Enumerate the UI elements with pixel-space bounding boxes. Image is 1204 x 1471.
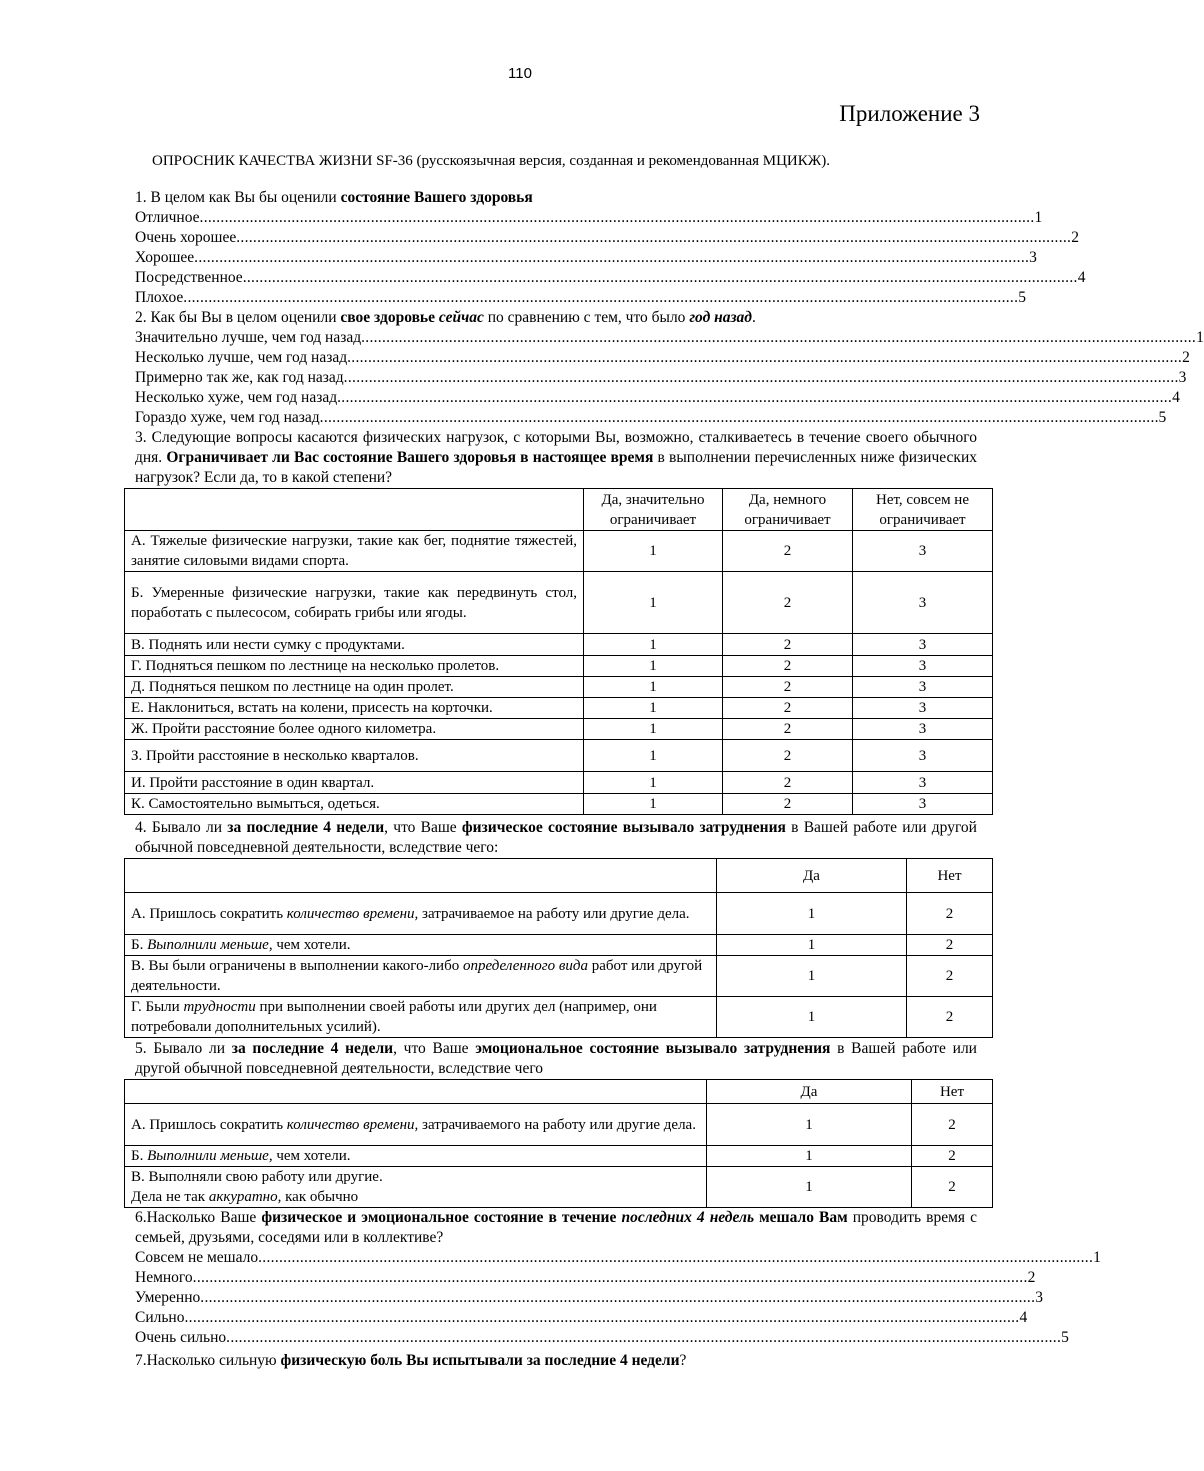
dot-leader: ........................................................................................................................................................................................................	[347, 349, 1183, 366]
activity-label: Д. Подняться пешком по лестнице на один пролет.	[125, 677, 584, 698]
table-header-row	[125, 859, 993, 893]
option-number: 3	[1178, 369, 1187, 386]
activity-label: Г. Подняться пешком по лестнице на несколько пролетов.	[125, 656, 584, 677]
question-4-table	[124, 858, 993, 1038]
answer-code: 3	[853, 698, 993, 719]
option-number: 3	[1029, 249, 1037, 266]
question-1	[135, 188, 1086, 308]
answer-code: 3	[853, 656, 993, 677]
answer-code: 2	[723, 656, 853, 677]
table-row	[125, 794, 993, 815]
answer-code: 1	[584, 634, 723, 656]
page-number: 110	[508, 65, 532, 82]
answer-code: 3	[853, 634, 993, 656]
table-row	[125, 740, 993, 772]
answer-code: 2	[723, 719, 853, 740]
answer-code: 2	[907, 997, 993, 1038]
answer-option	[135, 288, 1027, 308]
answer-code: 2	[907, 935, 993, 956]
dot-leader: ........................................................................................................................................................................................................	[343, 369, 1179, 386]
header-cell: Нет	[912, 1080, 993, 1104]
header-cell: Да	[707, 1080, 912, 1104]
answer-code: 2	[723, 634, 853, 656]
option-label: Совсем не мешало	[135, 1249, 259, 1266]
header-empty-cell	[125, 489, 584, 531]
table-row	[125, 772, 993, 794]
activity-label: Б. Умеренные физические нагрузки, такие как передвинуть стол, поработать с пылесосом, собирать грибы или ягоды.	[125, 572, 584, 634]
option-label: Отличное	[135, 209, 200, 226]
header-cell: Нет, совсем не ограничивает	[853, 489, 993, 531]
table-row	[125, 1104, 993, 1146]
answer-option	[135, 1308, 1028, 1328]
answer-code: 3	[853, 531, 993, 572]
answer-code: 1	[584, 677, 723, 698]
question-2-text: 2. Как бы Вы в целом оценили свое здоровье сейчас по сравнению с тем, что было год назад.	[135, 309, 756, 326]
option-number: 5	[1018, 289, 1027, 306]
question-2-options	[135, 328, 1204, 428]
item-label: В. Вы были ограничены в выполнении какого-либо определенного вида работ или другой деятельности.	[125, 956, 717, 997]
item-label: Б. Выполнили меньше, чем хотели.	[125, 935, 717, 956]
answer-code: 2	[723, 698, 853, 719]
answer-code: 1	[584, 698, 723, 719]
option-number: 1	[1093, 1249, 1101, 1266]
dot-leader: ........................................................................................................................................................................................................	[194, 249, 1030, 266]
dot-leader: ........................................................................................................................................................................................................	[192, 1269, 1028, 1286]
activity-label: А. Тяжелые физические нагрузки, такие как бег, поднятие тяжестей, занятие силовыми видами спорта.	[125, 531, 584, 572]
option-label: Очень сильно	[135, 1329, 227, 1346]
table-header-row	[125, 1080, 993, 1104]
document-title: ОПРОСНИК КАЧЕСТВА ЖИЗНИ SF-36 (русскоязычная версия, созданная и рекомендованная МЦИКЖ).	[152, 153, 830, 169]
table-row	[125, 572, 993, 634]
answer-code: 1	[584, 719, 723, 740]
option-label: Очень хорошее	[135, 229, 237, 246]
dot-leader: ........................................................................................................................................................................................................	[242, 269, 1078, 286]
question-3-text: 3. Следующие вопросы касаются физических нагрузок, с которыми Вы, возможно, сталкиваетесь в течение своего обычного дня. Ограничивает ли Вас состояние Вашего здоровья в настоящее время в выполнении перечисленных ниже физических нагрузок? Если да, то в какой степени?	[135, 429, 977, 486]
answer-option	[135, 228, 1079, 248]
header-cell: Да	[717, 859, 907, 893]
item-label: А. Пришлось сократить количество времени, затрачиваемого на работу или другие дела.	[125, 1104, 707, 1146]
answer-code: 2	[723, 794, 853, 815]
answer-option	[135, 268, 1086, 288]
answer-option	[135, 1268, 1036, 1288]
answer-code: 1	[717, 893, 907, 935]
answer-code: 2	[723, 572, 853, 634]
activity-label: Е. Наклониться, встать на колени, присесть на корточки.	[125, 698, 584, 719]
question-6	[135, 1248, 1101, 1348]
header-cell: Нет	[907, 859, 993, 893]
answer-option	[135, 368, 1187, 388]
option-label: Плохое	[135, 289, 184, 306]
answer-code: 1	[584, 794, 723, 815]
option-label: Посредственное	[135, 269, 243, 286]
option-label: Несколько лучше, чем год назад	[135, 349, 348, 366]
answer-code: 1	[584, 740, 723, 772]
question-2	[135, 308, 1204, 428]
answer-code: 2	[912, 1146, 993, 1167]
answer-option	[135, 248, 1037, 268]
answer-code: 2	[912, 1104, 993, 1146]
table-row	[125, 677, 993, 698]
answer-code: 1	[707, 1167, 912, 1208]
answer-code: 2	[907, 956, 993, 997]
table-row	[125, 1167, 993, 1208]
dot-leader: ........................................................................................................................................................................................................	[183, 289, 1019, 306]
answer-code: 1	[707, 1104, 912, 1146]
answer-option	[135, 208, 1043, 228]
option-number: 4	[1077, 269, 1086, 286]
activity-label: И. Пройти расстояние в один квартал.	[125, 772, 584, 794]
table-row	[125, 893, 993, 935]
option-number: 4	[1019, 1309, 1028, 1326]
answer-code: 1	[707, 1146, 912, 1167]
option-number: 1	[1196, 329, 1204, 346]
table-row	[125, 997, 993, 1038]
option-label: Примерно так же, как год назад	[135, 369, 344, 386]
table-row	[125, 956, 993, 997]
option-number: 2	[1071, 229, 1079, 246]
option-number: 5	[1061, 1329, 1069, 1346]
answer-code: 3	[853, 794, 993, 815]
header-empty-cell	[125, 859, 717, 893]
answer-option	[135, 1288, 1044, 1308]
header-cell: Да, немного ограничивает	[723, 489, 853, 531]
answer-option	[135, 1248, 1101, 1268]
table-row	[125, 656, 993, 677]
answer-code: 2	[723, 531, 853, 572]
header-empty-cell	[125, 1080, 707, 1104]
item-label: Г. Были трудности при выполнении своей работы или других дел (например, они потребовали дополнительных усилий).	[125, 997, 717, 1038]
answer-code: 1	[584, 656, 723, 677]
answer-code: 2	[907, 893, 993, 935]
answer-code: 1	[584, 772, 723, 794]
answer-code: 1	[584, 572, 723, 634]
question-1-options	[135, 208, 1086, 308]
dot-leader: ........................................................................................................................................................................................................	[199, 209, 1035, 226]
table-row	[125, 719, 993, 740]
dot-leader: ........................................................................................................................................................................................................	[200, 1289, 1036, 1306]
answer-code: 3	[853, 772, 993, 794]
question-1-text: 1. В целом как Вы бы оценили состояние Вашего здоровья	[135, 189, 533, 206]
activity-label: В. Поднять или нести сумку с продуктами.	[125, 634, 584, 656]
answer-code: 3	[853, 572, 993, 634]
answer-option	[135, 388, 1180, 408]
option-label: Значительно лучше, чем год назад	[135, 329, 362, 346]
option-label: Немного	[135, 1269, 193, 1286]
answer-code: 1	[717, 997, 907, 1038]
table-row	[125, 935, 993, 956]
dot-leader: ........................................................................................................................................................................................................	[236, 229, 1072, 246]
answer-code: 1	[717, 935, 907, 956]
answer-code: 3	[853, 719, 993, 740]
option-label: Гораздо хуже, чем год назад	[135, 409, 320, 426]
item-label: А. Пришлось сократить количество времени, затрачиваемое на работу или другие дела.	[125, 893, 717, 935]
activity-label: К. Самостоятельно вымыться, одеться.	[125, 794, 584, 815]
answer-code: 2	[723, 772, 853, 794]
option-number: .5	[1154, 409, 1167, 426]
table-row	[125, 634, 993, 656]
answer-code: 3	[853, 677, 993, 698]
dot-leader: ........................................................................................................................................................................................................	[319, 409, 1155, 426]
answer-option	[135, 408, 1167, 428]
table-row	[125, 698, 993, 719]
answer-code: 2	[912, 1167, 993, 1208]
option-label: Сильно	[135, 1309, 185, 1326]
header-cell: Да, значительно ограничивает	[584, 489, 723, 531]
answer-option	[135, 1328, 1069, 1348]
dot-leader: ........................................................................................................................................................................................................	[361, 329, 1197, 346]
item-label: Б. Выполнили меньше, чем хотели.	[125, 1146, 707, 1167]
table-row	[125, 531, 993, 572]
answer-code: 3	[853, 740, 993, 772]
question-5-text: 5. Бывало ли за последние 4 недели, что Ваше эмоциональное состояние вызывало затруднения в Вашей работе или другой обычной повседневной деятельности, вследствие чего	[135, 1040, 977, 1077]
dot-leader: ........................................................................................................................................................................................................	[226, 1329, 1062, 1346]
question-4-text: 4. Бывало ли за последние 4 недели, что Ваше физическое состояние вызывало затруднения в Вашей работе или другой обычной повседневной деятельности, вследствие чего:	[135, 819, 977, 856]
question-7-text: 7.Насколько сильную физическую боль Вы испытывали за последние 4 недели?	[135, 1352, 687, 1369]
table-row	[125, 1146, 993, 1167]
answer-code: 1	[584, 531, 723, 572]
item-label: В. Выполняли свою работу или другие. Дела не так аккуратно, как обычно	[125, 1167, 707, 1208]
answer-code: 2	[723, 740, 853, 772]
dot-leader: ........................................................................................................................................................................................................	[184, 1309, 1020, 1326]
answer-code: 1	[717, 956, 907, 997]
activity-label: Ж. Пройти расстояние более одного километра.	[125, 719, 584, 740]
activity-label: З. Пройти расстояние в несколько кварталов.	[125, 740, 584, 772]
appendix-title: Приложение 3	[839, 101, 980, 126]
table-header-row	[125, 489, 993, 531]
question-6-text: 6.Насколько Ваше физическое и эмоциональное состояние в течение последних 4 недель мешало Вам проводить время с семьей, друзьями, соседями или в коллективе?	[135, 1209, 977, 1246]
option-number: 2	[1182, 349, 1190, 366]
question-3-table	[124, 488, 993, 815]
answer-option	[135, 348, 1190, 368]
question-6-options	[135, 1248, 1101, 1348]
dot-leader: ........................................................................................................................................................................................................	[337, 389, 1173, 406]
option-number: 4	[1172, 389, 1180, 406]
option-label: Умеренно	[135, 1289, 201, 1306]
dot-leader: ........................................................................................................................................................................................................	[258, 1249, 1094, 1266]
answer-option	[135, 328, 1204, 348]
answer-code: 2	[723, 677, 853, 698]
option-number: 2	[1027, 1269, 1036, 1286]
option-number: 1	[1034, 209, 1043, 226]
option-label: Хорошее	[135, 249, 195, 266]
option-number: 3	[1035, 1289, 1044, 1306]
option-label: Несколько хуже, чем год назад	[135, 389, 338, 406]
question-5-table	[124, 1079, 993, 1208]
